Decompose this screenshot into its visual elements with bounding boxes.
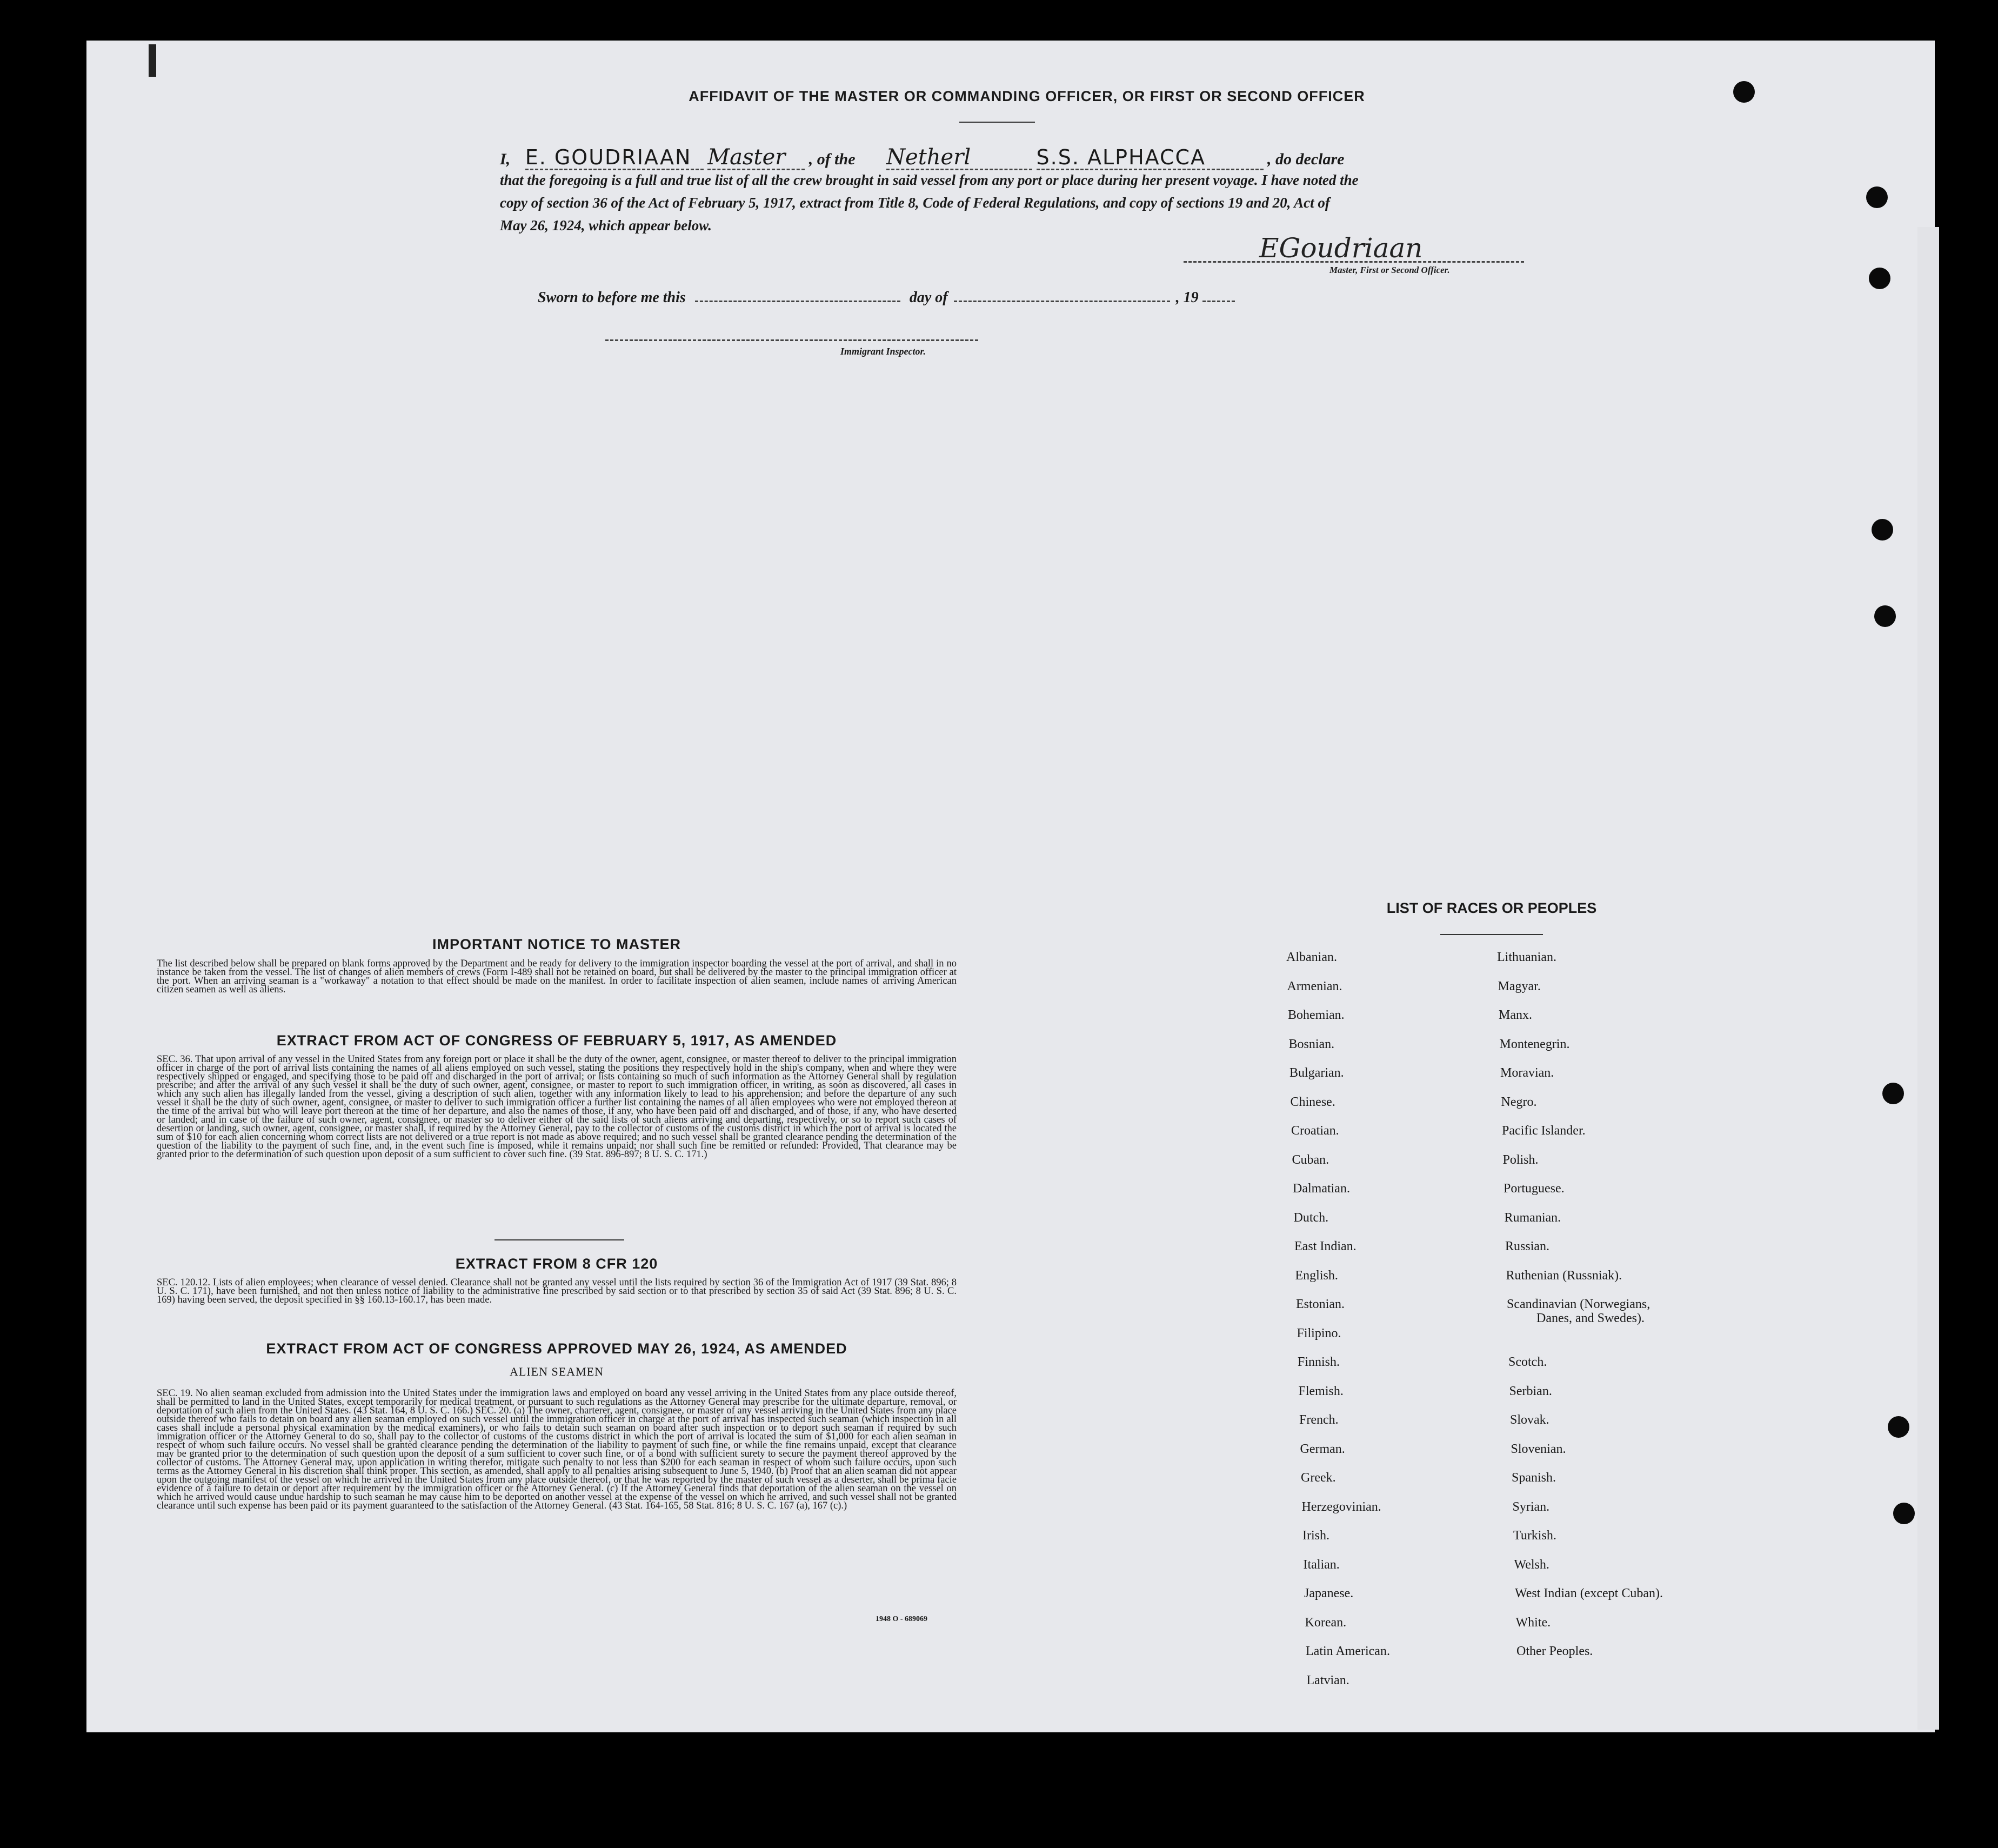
extract-1917-text: SEC. 36. That upon arrival of any vessel in the United States from any foreign port or place it shall be the duty of the owner, agent, consignee, or master thereof to deliver to the principal immigration officer in charge of the port of arrival lists containing the names of all aliens employed on such vessel, stating the positions they respectively hold in the ship's company, when and where they were respectively shipped or engaged, and specifying those to be paid off and discharged in the port of arrival; or lists containing so much of such information as the Attorney General shall by regulation prescribe; and after the arrival of any such vessel it shall be the duty of such owner, agent, consignee, or master to report to such immigration officer, in writing, as soon as discovered, all cases in which any such alien has illegally landed from the vessel, giving a description of such alien, together with any information likely to lead to his apprehension; and before the departure of any such vessel it shall be the duty of such owner, agent, consignee, or master to deliver to such immigration officer a further list containing the names of all alien employees who were not employed thereon at the time of the arrival but who will leave port thereon at the time of her departure, and also the names of those, if any, who have been paid off and discharged, and of those, if any, who have deserted or landed; and in case of the failure of such owner, agent, consignee, or master so to deliver either of the said lists of such aliens arriving and departing, respectively, or so to report such cases of desertion or landing, such owner, agent, consignee, or master shall, if required by the Attorney General, pay to the collector of customs of the customs district in which the port of arrival is located the sum of $10 for each alien concerning whom correct lists are not delivered or a true report is not made as above required; and no such vessel shall be granted clearance pending the determination of the question of the liability to the payment of such fine, and, in the event such fine is imposed, while it remains unpaid; nor shall such fine be remitted or refunded: Provided, That clearance may be granted prior to the determination of such question upon deposit of a sum sufficient to cover such fine. (39 Stat. 896-897; 8 U. S. C. 171.) [157, 1054, 957, 1160]
punch-hole [1733, 81, 1755, 103]
punch-hole [1866, 186, 1888, 208]
race-item: French. [1299, 1413, 1339, 1427]
race-item: White. [1515, 1615, 1551, 1630]
race-item: Slovak. [1510, 1413, 1549, 1427]
affidavit-title: AFFIDAVIT OF THE MASTER OR COMMANDING OFFICER, OR FIRST OR SECOND OFFICER [689, 88, 1365, 104]
vessel-field: S.S. ALPHACCA [1037, 146, 1264, 170]
extract-cfr-text: SEC. 120.12. Lists of alien employees; when clearance of vessel denied. Clearance shall not be granted any vessel until the lists required by section 36 of the Immigration Act of 1917 (39 Stat. 896; 8 U. S. C. 171), have been furnished, and not then unless notice of liability to the administrative fine prescribed by said section or to that prescribed by section 35 of said Act (39 Stat. 896; 8 U. S. C. 169) having been served, the deposit specified in §§ 160.13-160.17, has been made. [157, 1277, 957, 1305]
race-item: Polish. [1502, 1152, 1539, 1167]
notice-title: IMPORTANT NOTICE TO MASTER [432, 936, 681, 952]
race-item: Dalmatian. [1293, 1182, 1350, 1196]
race-item: Montenegrin. [1499, 1037, 1570, 1051]
race-item: Croatian. [1291, 1124, 1339, 1138]
punch-hole [1874, 605, 1896, 627]
extract-1924-subtitle: ALIEN SEAMEN [510, 1365, 604, 1378]
race-item: Estonian. [1296, 1297, 1345, 1311]
print-code: 1948 O - 689069 [876, 1615, 928, 1623]
race-item: Danes, and Swedes). [1536, 1311, 1645, 1325]
punch-hole [1872, 519, 1893, 541]
declaration-text-2: copy of section 36 of the Act of February 5, 1917, extract from Title 8, Code of Federal Regulations, and copy of sections 19 and 20, Act of [500, 195, 1330, 211]
sheet-edge [1917, 227, 1939, 1730]
race-item: Herzegovinian. [1301, 1499, 1381, 1514]
nationality-field: Netherl [886, 146, 1032, 170]
race-item: Slovenian. [1511, 1442, 1566, 1456]
race-item: Scandinavian (Norwegians, [1507, 1297, 1650, 1311]
inspector-line [605, 339, 978, 341]
inspector-caption: Immigrant Inspector. [840, 346, 926, 357]
race-item: Serbian. [1509, 1384, 1552, 1398]
race-item: Portuguese. [1503, 1182, 1565, 1196]
race-item: Ruthenian (Russniak). [1506, 1268, 1622, 1283]
rank-field: Master [707, 146, 805, 170]
corner-mark [149, 44, 156, 77]
i-label: I, [500, 150, 511, 168]
race-item: Finnish. [1298, 1355, 1340, 1369]
sworn-day-field [695, 301, 900, 302]
race-item: Lithuanian. [1497, 950, 1556, 964]
race-item: English. [1295, 1268, 1338, 1283]
name-field: E. GOUDRIAAN [525, 146, 704, 170]
race-item: Italian. [1303, 1557, 1340, 1572]
signature-caption: Master, First or Second Officer. [1329, 265, 1450, 275]
declaration [500, 146, 1527, 237]
extract-1924-text: SEC. 19. No alien seaman excluded from admission into the United States under the immigration laws and employed on board any vessel arriving in the United States from any place outside thereof, shall be permitted to land in the United States, except temporarily for medical treatment, or pursuant to such regulations as the Attorney General may prescribe for the ultimate departure, removal, or deportation of such alien from the United States. (43 Stat. 164, 8 U. S. C. 166.) SEC. 20. (a) The owner, charterer, agent, consignee, or master of any vessel arriving in the United States from any place outside thereof who fails to detain on board any alien seaman employed on such vessel until the immigration officer in charge at the port of arrival has inspected such seaman (which inspection in all cases shall include a personal physical examination by the medical examiners), or who fails to detain such seaman on board after such inspection or to deport such seaman if required by such immigration officer or the Attorney General to do so, shall pay to the collector of customs of the customs district in which the port of arrival is located the sum of $1,000 for each alien seaman in respect of whom such failure occurs. No vessel shall be granted clearance pending the determination of the liability to payment of such fine, or while the fine remains unpaid, except that clearance may be granted prior to the determination of such question upon the deposit of a sum sufficient to cover such fine, or of a bond with sufficient surety to secure the payment thereof approved by the collector of customs. The Attorney General may, upon application in writing therefor, mitigate such penalty to not less than $200 for each seaman in respect of whom such failure occurs, upon such terms as the Attorney General in his discretion shall think proper. This section, as amended, shall apply to all penalties arising subsequent to June 5, 1940. (b) Proof that an alien seaman did not appear upon the outgoing manifest of the vessel on which he arrived in the United States from any place outside thereof, or that he was reported by the master of such vessel as a deserter, shall be prima facie evidence of a failure to detain or deport after requirement by the immigration officer or the Attorney General. (c) If the Attorney General finds that deportation of the alien seaman on the vessel on which he arrived would cause undue hardship to such seaman he may cause him to be deported on another vessel at the expense of the vessel on which he arrived, and such vessel shall not be granted clearance until such expense has been paid or its payment guaranteed to the satisfaction of the Attorney General. (43 Stat. 164-165, 58 Stat. 816; 8 U. S. C. 167 (a), 167 (c).) [157, 1388, 957, 1511]
race-item: Bohemian. [1288, 1008, 1345, 1022]
race-item: Irish. [1302, 1529, 1329, 1543]
do-declare-label: , do declare [1267, 150, 1345, 168]
title-rule [959, 122, 1035, 123]
race-item: Armenian. [1287, 979, 1342, 993]
race-item: Bosnian. [1288, 1037, 1335, 1051]
sworn-month-field [954, 301, 1170, 302]
punch-hole [1882, 1083, 1904, 1104]
race-item: Latin American. [1306, 1644, 1390, 1658]
extract-1924-title: EXTRACT FROM ACT OF CONGRESS APPROVED MAY 26, 1924, AS AMENDED [266, 1340, 847, 1357]
race-item: Latvian. [1306, 1673, 1349, 1687]
day-of-label: day of [909, 289, 948, 306]
signature-line [1184, 261, 1524, 263]
race-item: Other Peoples. [1516, 1644, 1593, 1658]
race-item: Greek. [1301, 1471, 1336, 1485]
year-label: , 19 [1175, 289, 1199, 306]
race-item: Scotch. [1508, 1355, 1547, 1369]
races-title: LIST OF RACES OR PEOPLES [1386, 900, 1597, 916]
race-item: Japanese. [1304, 1586, 1354, 1600]
race-item: Flemish. [1298, 1384, 1344, 1398]
sworn-label: Sworn to before me this [538, 289, 686, 306]
race-item: Welsh. [1514, 1557, 1549, 1572]
race-item: Moravian. [1500, 1066, 1554, 1080]
race-item: Spanish. [1512, 1471, 1556, 1485]
sworn-year-field [1202, 301, 1235, 302]
race-item: Turkish. [1513, 1529, 1556, 1543]
race-item: Korean. [1305, 1615, 1347, 1630]
race-item: German. [1300, 1442, 1345, 1456]
notice-text: The list described below shall be prepared on blank forms approved by the Department and be ready for delivery to the immigration inspector boarding the vessel at the port of arrival, and shall in no instance be taken from the vessel. The list of changes of alien members of crews (Form I-489 shall not be retained on board, but shall be delivered by the master to the principal immigration officer at the port. When an arriving seaman is a "workaway" a notation to that effect should be made on the manifest. In order to facilitate inspection of alien seamen, include names of arriving American citizen seamen as well as aliens. [157, 958, 957, 995]
race-item: Chinese. [1290, 1095, 1335, 1109]
race-item: Rumanian. [1504, 1210, 1561, 1225]
extract-1917-title: EXTRACT FROM ACT OF CONGRESS OF FEBRUARY 5, 1917, AS AMENDED [276, 1032, 837, 1049]
race-item: Albanian. [1286, 950, 1337, 964]
race-item: Negro. [1501, 1095, 1537, 1109]
sworn-line [538, 289, 1235, 306]
race-item: Pacific Islander. [1502, 1124, 1586, 1138]
race-item: Syrian. [1512, 1499, 1550, 1514]
race-item: Bulgarian. [1289, 1066, 1344, 1080]
of-the-label: , of the [808, 150, 856, 168]
master-signature: EGoudriaan [1259, 232, 1423, 264]
punch-hole [1869, 268, 1890, 289]
punch-hole [1888, 1416, 1909, 1438]
race-item: Filipino. [1297, 1326, 1341, 1340]
race-item: Dutch. [1293, 1210, 1329, 1225]
race-item: Cuban. [1292, 1152, 1329, 1167]
declaration-line-fill [500, 146, 1527, 169]
race-item: Manx. [1499, 1008, 1532, 1022]
races-rule [1440, 934, 1543, 935]
punch-hole [1893, 1503, 1915, 1524]
declaration-text-3: May 26, 1924, which appear below. [500, 217, 712, 233]
race-item: West Indian (except Cuban). [1515, 1586, 1663, 1600]
section-rule [495, 1239, 624, 1240]
extract-cfr-title: EXTRACT FROM 8 CFR 120 [455, 1256, 658, 1272]
race-item: East Indian. [1294, 1239, 1356, 1253]
declaration-text-1: that the foregoing is a full and true list of all the crew brought in said vessel from any port or place during her present voyage. I have noted the [500, 172, 1359, 188]
race-item: Russian. [1505, 1239, 1550, 1253]
race-item: Magyar. [1498, 979, 1541, 993]
